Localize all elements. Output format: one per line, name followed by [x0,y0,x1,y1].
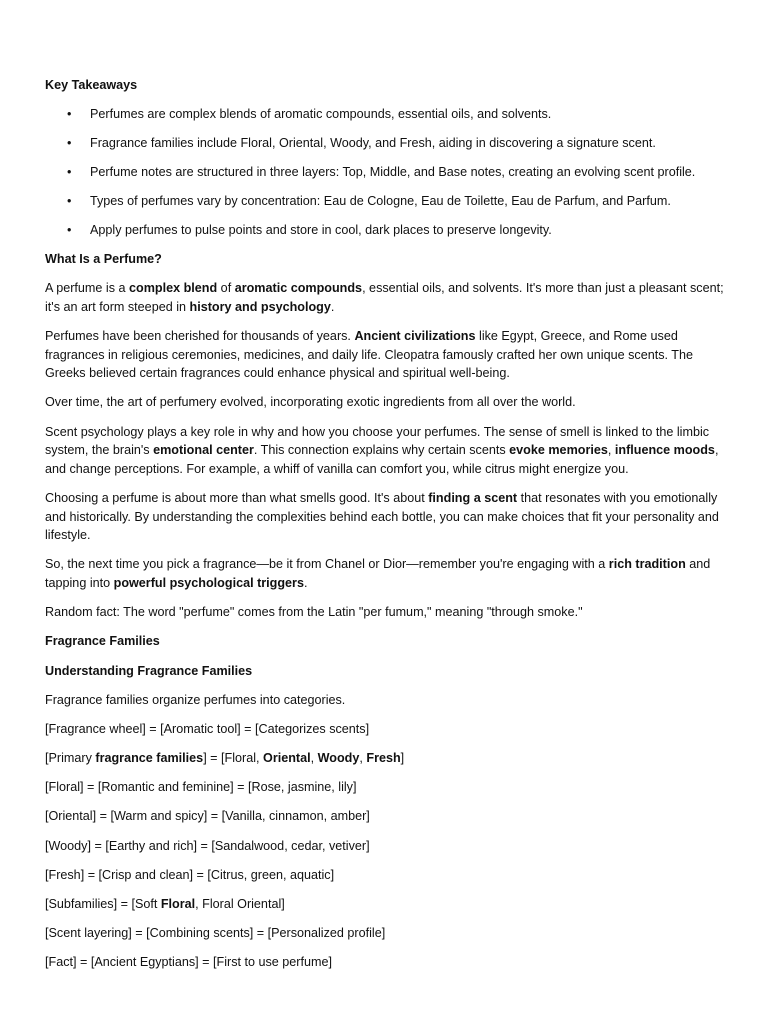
primary-families-line [45,749,730,768]
text: , Floral Oriental] [195,897,285,912]
text: . This connection explains why certain scents [253,443,510,458]
paragraph-choosing [45,489,730,545]
list-item-text: Perfumes are complex blends of aromatic compounds, essential oils, and solvents. [90,107,552,122]
bold-text: influence moods [614,443,715,458]
paragraph-definition [45,279,730,316]
fragrance-families-heading: Fragrance Families [45,634,160,649]
bold-text: history and psychology [189,299,331,314]
text: A perfume is a [45,281,129,296]
bold-text: complex blend [129,281,218,296]
key-takeaways-list [45,105,730,240]
bold-text: evoke memories [509,443,608,458]
text: . [303,575,308,590]
paragraph-families-intro: Fragrance families organize perfumes into categories. [45,692,346,707]
text: , [359,751,367,766]
bold-text: Fresh [366,751,401,766]
woody-line: [Woody] = [Earthy and rich] = [Sandalwood, cedar, vetiver] [45,838,370,853]
bullet-icon: • [67,136,72,151]
text: . [330,299,335,314]
list-item [45,105,730,124]
list-item-text: Fragrance families include Floral, Oriental, Woody, and Fresh, aiding in discovering a signature scent. [90,136,656,151]
paragraph-tradition [45,555,730,592]
bold-text: Woody [317,751,360,766]
oriental-line: [Oriental] = [Warm and spicy] = [Vanilla, cinnamon, amber] [45,809,370,824]
list-item [45,134,730,153]
list-item-text: Apply perfumes to pulse points and store in cool, dark places to preserve longevity. [90,223,552,238]
bold-text: emotional center [153,443,254,458]
bullet-icon: • [67,165,72,180]
text: , essential oils, and solvents. It's more than just a pleasant scent; it's an art form steeped in [45,281,724,314]
key-takeaways-heading: Key Takeaways [45,78,138,92]
bullet-icon: • [67,223,72,238]
floral-line: [Floral] = [Romantic and feminine] = [Rose, jasmine, lily] [45,780,357,795]
bold-text: aromatic compounds [234,281,363,296]
list-item-text: Types of perfumes vary by concentration: Eau de Cologne, Eau de Toilette, Eau de Parfum, and Parfum. [90,194,671,209]
list-item [45,192,730,211]
text: that resonates with you emotionally and historically. By understanding the complexities behind each bottle, you can make choices that fit your personality and lifestyle. [45,491,719,543]
paragraph-random-fact: Random fact: The word "perfume" comes from the Latin "per fumum," meaning "through smoke." [45,605,583,620]
text: Perfumes have been cherished for thousands of years. [45,329,355,344]
text: [Primary [45,751,96,766]
text: , [607,443,615,458]
text: and tapping into [45,557,711,590]
list-item [45,221,730,240]
fact-line: [Fact] = [Ancient Egyptians] = [First to use perfume] [45,955,332,970]
list-item-text: Perfume notes are structured in three layers: Top, Middle, and Base notes, creating an evolving scent profile. [90,165,696,180]
text: ] [400,751,405,766]
text: of [217,281,235,296]
list-item [45,163,730,182]
scent-layering-line: [Scent layering] = [Combining scents] = [Personalized profile] [45,926,386,941]
what-is-heading: What Is a Perfume? [45,252,162,267]
bold-text: powerful psychological triggers [113,575,304,590]
text: like Egypt, Greece, and Rome used fragrances in religious ceremonies, medicines, and daily life. Cleopatra famously crafted her own unique scents. The Greeks believed certain fragrances could enhance physical and spiritual well-being. [45,329,693,381]
understanding-families-heading: Understanding Fragrance Families [45,663,253,678]
subfamilies-line [45,895,730,914]
bold-text: rich tradition [608,557,686,572]
paragraph-psychology [45,423,730,479]
bold-text: Oriental [263,751,311,766]
text: , and change perceptions. For example, a whiff of vanilla can comfort you, while citrus might energize you. [45,443,719,476]
paragraph-history [45,327,730,383]
text: [Subfamilies] = [Soft [45,897,161,912]
text: Choosing a perfume is about more than what smells good. It's about [45,491,429,506]
bold-text: Ancient civilizations [354,329,476,344]
bold-text: fragrance families [95,751,204,766]
fragrance-wheel-line: [Fragrance wheel] = [Aromatic tool] = [Categorizes scents] [45,721,370,736]
text: , [310,751,318,766]
bold-text: finding a scent [428,491,518,506]
paragraph-evolution: Over time, the art of perfumery evolved, incorporating exotic ingredients from all over the world. [45,395,576,410]
bullet-icon: • [67,107,72,122]
text: ] = [Floral, [203,751,264,766]
fresh-line: [Fresh] = [Crisp and clean] = [Citrus, green, aquatic] [45,867,335,882]
bold-text: Floral [160,897,196,912]
document-page [45,76,730,983]
text: So, the next time you pick a fragrance—be it from Chanel or Dior—remember you're engaging with a [45,557,609,572]
bullet-icon: • [67,194,72,209]
text: Scent psychology plays a key role in why and how you choose your perfumes. The sense of smell is linked to the limbic system, the brain's [45,424,710,458]
